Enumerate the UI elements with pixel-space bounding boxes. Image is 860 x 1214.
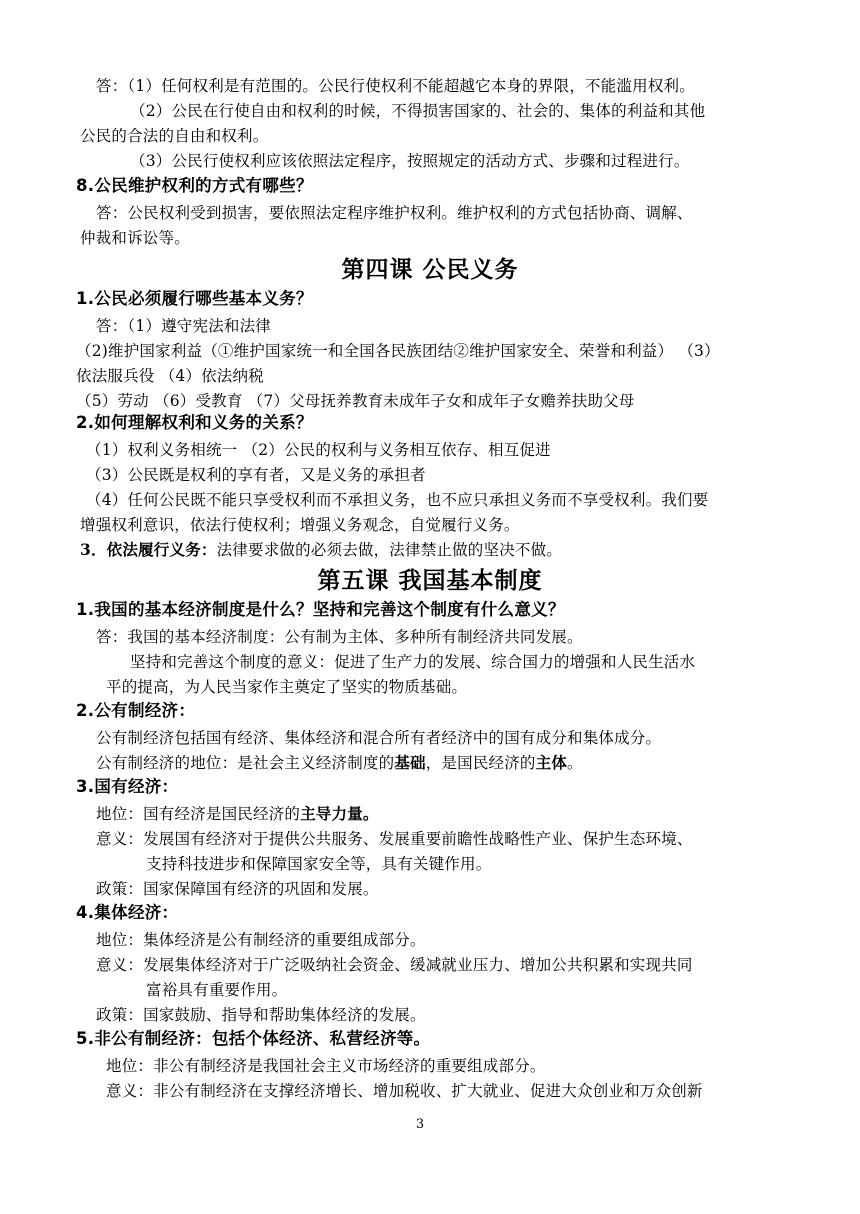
text-segment: 增强权利意识，依法行使权利；增强义务观念，自觉履行义务。 bbox=[80, 516, 520, 534]
text-segment: （3）公民既是权利的享有者，又是义务的承担者 bbox=[86, 466, 426, 484]
lesson-4-heading: 第四课 公民义务 bbox=[341, 257, 519, 283]
text-segment: （5）劳动 （6）受教育 （7）父母抚养教育未成年子女和成年子女赡养扶助父母 bbox=[76, 392, 635, 410]
text-line-l15 bbox=[80, 539, 562, 561]
text-segment: 政策：国家保障国有经济的巩固和发展。 bbox=[96, 880, 379, 898]
text-segment: 意义：非公有制经济在支撑经济增长、增加税收、扩大就业、促进大众创业和万众创新 bbox=[106, 1082, 703, 1100]
text-segment: 意义：发展集体经济对于广泛吸纳社会资金、缓减就业压力、增加公共积累和实现共同 bbox=[96, 956, 693, 974]
text-line-l16 bbox=[96, 626, 583, 648]
text-segment: 富裕具有重要作用。 bbox=[146, 981, 288, 999]
question-heading-q8 bbox=[76, 175, 313, 197]
text-segment: 地位：国有经济是国民经济的 bbox=[96, 805, 301, 823]
text-segment: 政策：国家鼓励、指导和帮助集体经济的发展。 bbox=[96, 1006, 426, 1024]
text-line-l27 bbox=[146, 979, 287, 1001]
text-line-l8 bbox=[76, 340, 720, 362]
text-line-l23 bbox=[146, 853, 491, 875]
text-segment: 1.公民必须履行哪些基本义务？ bbox=[76, 289, 313, 308]
text-segment: 3．依法履行义务： bbox=[80, 540, 217, 559]
text-line-l7 bbox=[96, 315, 271, 337]
text-line-l26 bbox=[96, 954, 693, 976]
text-segment: 意义：发展国有经济对于提供公共服务、发展重要前瞻性战略性产业、保护生态环境、 bbox=[96, 830, 693, 848]
text-segment: 3.国有经济： bbox=[76, 777, 179, 796]
text-line-l9 bbox=[76, 365, 264, 387]
text-segment: （2)维护国家利益（①维护国家统一和全国各民族团结②维护国家安全、荣誉和利益） （3） bbox=[76, 342, 720, 360]
text-segment: 5.非公有制经济：包括个体经济、私营经济等。 bbox=[76, 1029, 431, 1048]
text-segment: 2.如何理解权利和义务的关系？ bbox=[76, 413, 313, 432]
text-segment: 1.我国的基本经济制度是什么？坚持和完善这个制度有什么意义？ bbox=[76, 600, 565, 619]
text-segment: 答：（1）任何权利是有范围的。公民行使权利不能超越它本身的界限，不能滥用权利。 bbox=[96, 77, 695, 95]
text-segment: 地位：非公有制经济是我国社会主义市场经济的重要组成部分。 bbox=[106, 1057, 546, 1075]
text-segment: （2）公民在行使自由和权利的时候，不得损害国家的、社会的、集体的利益和其他 bbox=[130, 102, 706, 120]
text-line-l25 bbox=[96, 929, 426, 951]
text-segment: 平的提高，为人民当家作主奠定了坚实的物质基础。 bbox=[106, 678, 468, 696]
text-line-l22 bbox=[96, 828, 693, 850]
question-heading-q5b bbox=[76, 700, 195, 722]
text-line-l11 bbox=[86, 439, 551, 461]
text-segment: （4）任何公民既不能只享受权利而不承担义务，也不应只承担义务而不享受权利。我们要 bbox=[86, 491, 709, 509]
question-heading-q5e bbox=[76, 1028, 430, 1050]
text-segment: 。 bbox=[567, 754, 583, 772]
text-segment: 依法服兵役 （4）依法纳税 bbox=[76, 367, 264, 385]
question-heading-q5c bbox=[76, 776, 178, 798]
text-segment: ，是国民经济的 bbox=[425, 754, 536, 772]
page-number: 3 bbox=[415, 1117, 425, 1132]
text-line-l20 bbox=[96, 752, 583, 774]
text-line-l21 bbox=[96, 803, 379, 825]
text-line-l10 bbox=[76, 390, 635, 412]
text-line-l2 bbox=[130, 100, 705, 122]
text-line-l1 bbox=[96, 75, 695, 97]
text-line-l18 bbox=[106, 676, 467, 698]
text-line-l13 bbox=[86, 489, 708, 511]
text-line-l19 bbox=[96, 727, 661, 749]
text-line-l24 bbox=[96, 878, 379, 900]
text-segment: 支持科技进步和保障国家安全等，具有关键作用。 bbox=[146, 855, 492, 873]
text-segment: 仲裁和诉讼等。 bbox=[80, 229, 190, 247]
question-heading-q2 bbox=[76, 412, 313, 434]
text-line-l14 bbox=[80, 514, 520, 536]
text-segment: 法律要求做的必须去做，法律禁止做的坚决不做。 bbox=[216, 541, 562, 559]
text-segment: （3）公民行使权利应该依照法定程序，按照规定的活动方式、步骤和过程进行。 bbox=[130, 152, 690, 170]
text-segment: 坚持和完善这个制度的意义：促进了生产力的发展、综合国力的增强和人民生活水 bbox=[130, 653, 696, 671]
text-segment: 公有制经济包括国有经济、集体经济和混合所有者经济中的国有成分和集体成分。 bbox=[96, 729, 662, 747]
text-segment: 答：（1）遵守宪法和法律 bbox=[96, 317, 272, 335]
text-segment: 地位：集体经济是公有制经济的重要组成部分。 bbox=[96, 931, 426, 949]
text-line-l5 bbox=[96, 202, 693, 224]
text-segment: 答：公民权利受到损害，要依照法定程序维护权利。维护权利的方式包括协商、调解、 bbox=[96, 204, 693, 222]
question-heading-q5a bbox=[76, 599, 565, 621]
text-line-l12 bbox=[86, 464, 426, 486]
text-segment: 2.公有制经济： bbox=[76, 701, 196, 720]
lesson-5-heading: 第五课 我国基本制度 bbox=[317, 568, 543, 594]
text-line-l3 bbox=[80, 125, 268, 147]
text-segment: 8.公民维护权利的方式有哪些？ bbox=[76, 176, 313, 195]
text-line-l30 bbox=[106, 1080, 703, 1102]
text-segment: 答：我国的基本经济制度：公有制为主体、多种所有制经济共同发展。 bbox=[96, 628, 583, 646]
text-segment: 主导力量。 bbox=[300, 804, 379, 823]
text-line-l4 bbox=[130, 150, 690, 172]
text-segment: 4.集体经济： bbox=[76, 903, 179, 922]
text-segment: （1）权利义务相统一 （2）公民的权利与义务相互依存、相互促进 bbox=[86, 441, 551, 459]
text-line-l17 bbox=[130, 651, 695, 673]
text-line-l6 bbox=[80, 227, 190, 249]
text-segment: 公民的合法的自由和权利。 bbox=[80, 127, 269, 145]
question-heading-q5d bbox=[76, 902, 178, 924]
question-heading-q1 bbox=[76, 288, 313, 310]
text-segment: 主体 bbox=[535, 753, 568, 772]
text-line-l28 bbox=[96, 1004, 426, 1026]
text-segment: 基础 bbox=[394, 753, 426, 772]
text-line-l29 bbox=[106, 1055, 546, 1077]
text-segment: 公有制经济的地位：是社会主义经济制度的 bbox=[96, 754, 395, 772]
